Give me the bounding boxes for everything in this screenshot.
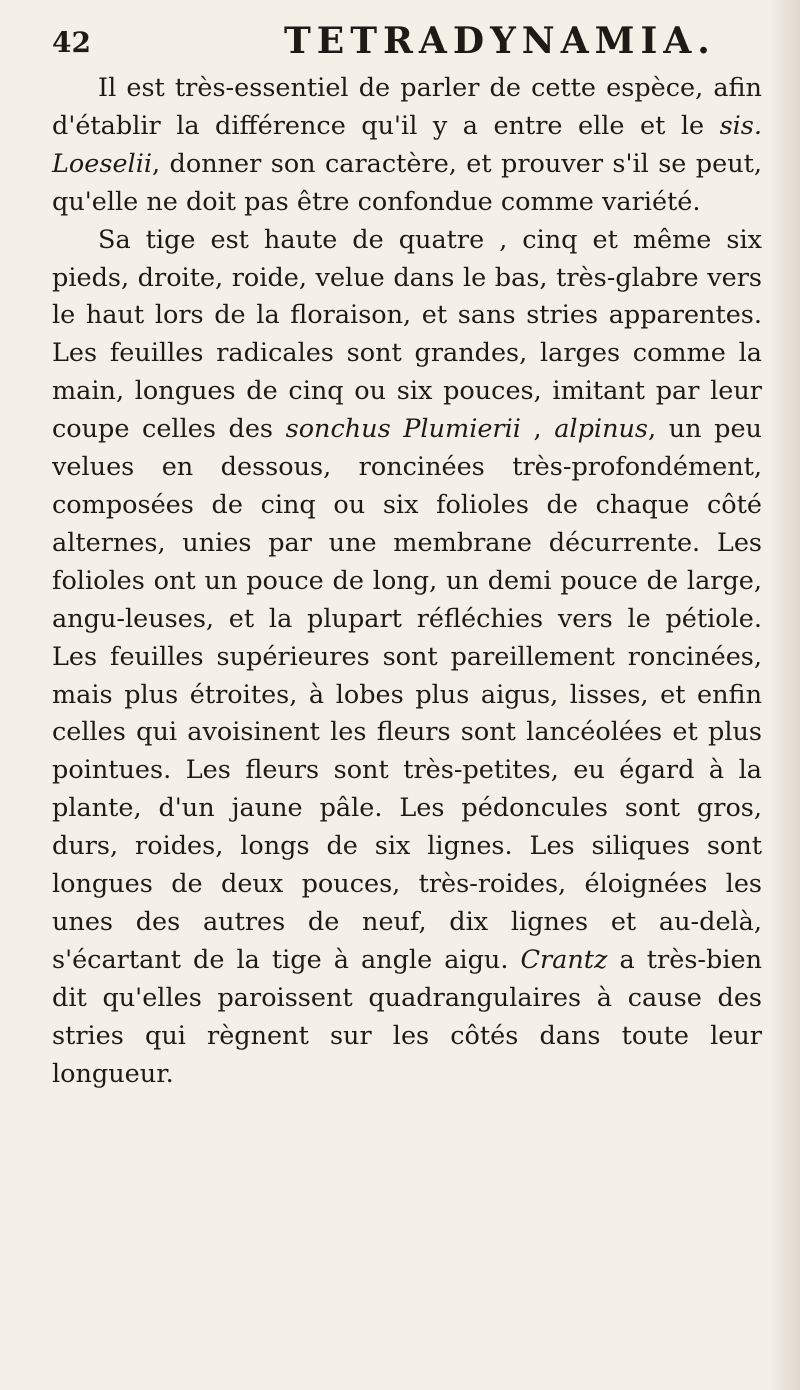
p2-author-name: Crantz (520, 944, 608, 975)
body-text (52, 70, 762, 1093)
p1-text-1: Il est très-essentiel de parler de cette espèce, afin d'établir la différence qu'il y a entre elle et le (52, 73, 762, 141)
p2-text-4: a très-bien dit qu'elles paroissent quadrangulaires à cause des stries qui règnent sur les côtés dans toute leur longueur. (52, 944, 763, 1089)
page-number: 42 (52, 26, 91, 59)
p2-text-2: , (520, 414, 555, 445)
paragraph-1 (52, 70, 762, 222)
p2-species-name-2: alpinus (554, 414, 649, 445)
p2-species-name-1: sonchus Plumierii (285, 414, 521, 445)
page-header (52, 20, 716, 64)
p2-text-1: Sa tige est haute de quatre , cinq et même six pieds, droite, roide, velue dans le bas, très-glabre vers le haut lors de la floraison, et sans stries apparentes. Les feuilles radicales sont grandes, larges comme la main, longues de cinq ou six pouces, imitant par leur coupe celles des (52, 224, 762, 445)
p2-text-3: , un peu velues en dessous, roncinées très-profondément, composées de cinq ou six folioles de chaque côté alternes, unies par une membrane décurrente. Les folioles ont un pouce de long, un demi pouce de large, angu-leuses, et la plupart réfléchies vers le pétiole. Les feuilles supérieures sont pareillement roncinées, mais plus étroites, à lobes plus aigus, lisses, et enfin celles qui avoisinent les fleurs sont lancéolées et plus pointues. Les fleurs sont très-petites, eu égard à la plante, d'un jaune pâle. Les pédoncules sont gros, durs, roides, longs de six lignes. Les siliques sont longues de deux pouces, très-roides, éloignées les unes des autres de neuf, dix lignes et au-delà, s'écartant de la tige à angle aigu. (52, 414, 762, 975)
p1-species-name: sis. Loeselii (52, 110, 762, 179)
p1-text-2: , donner son caractère, et prouver s'il se peut, qu'elle ne doit pas être confondue comme variété. (52, 148, 762, 217)
paragraph-2 (52, 222, 762, 1094)
running-title: TETRADYNAMIA. (284, 20, 716, 62)
